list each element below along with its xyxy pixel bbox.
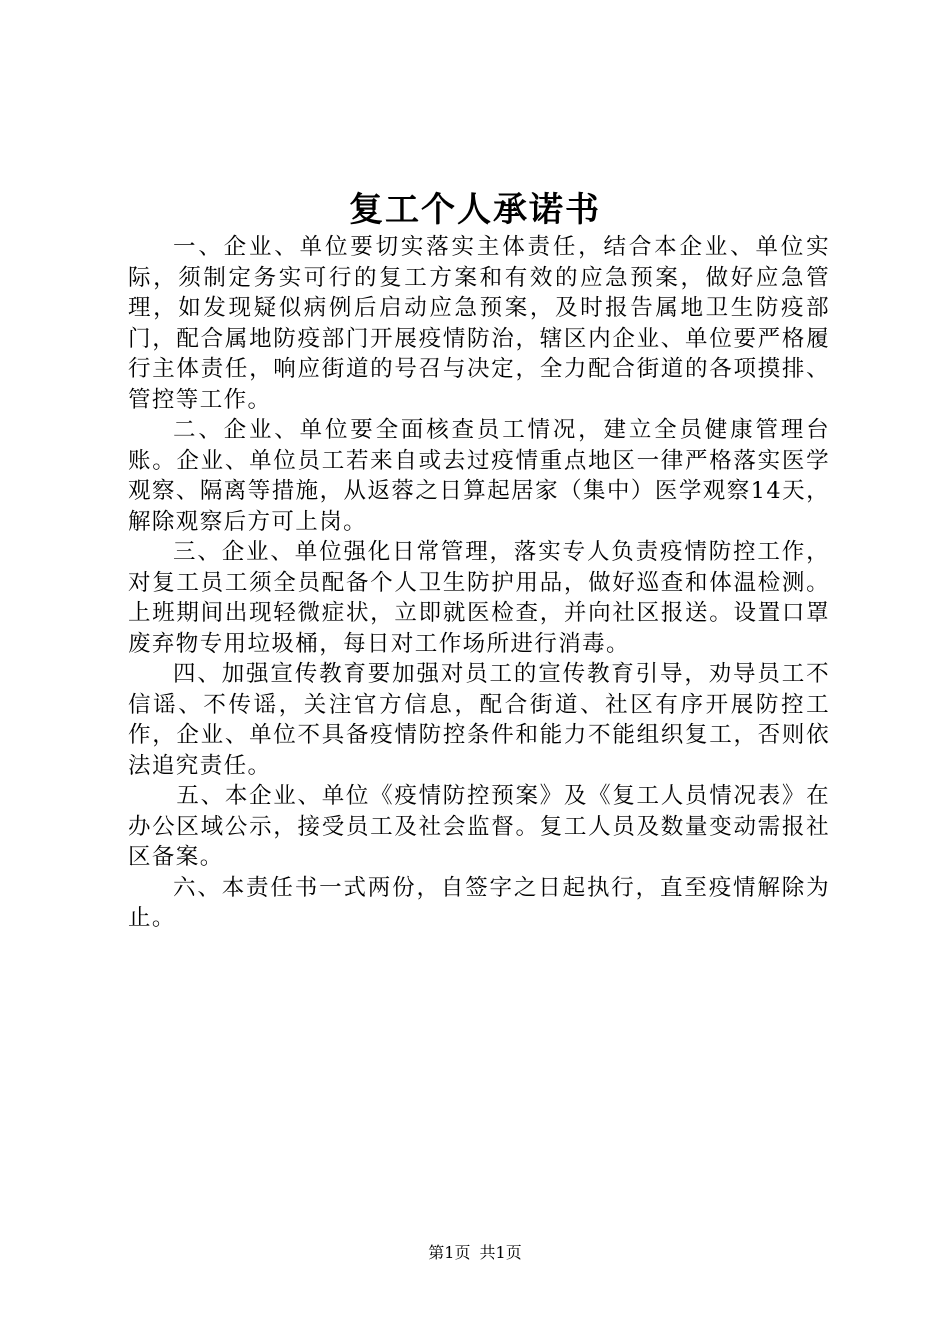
page-number-total: 共1页 xyxy=(479,1243,522,1262)
document-title: 复工个人承诺书 xyxy=(349,190,601,230)
paragraph-3: 三、企业、单位强化日常管理，落实专人负责疫情防控工作，对复工员工须全员配备个人卫生防护用品，做好巡查和体温检测。上班期间出现轻微症状，立即就医检查，并向社区报送。设置口罩废弃物专用垃圾桶，每日对工作场所进行消毒。 xyxy=(128,539,830,657)
paragraph-4: 四、加强宣传教育要加强对员工的宣传教育引导，劝导员工不信谣、不传谣，关注官方信息，配合街道、社区有序开展防控工作，企业、单位不具备疫情防控条件和能力不能组织复工，否则依法追究责任。 xyxy=(128,661,830,779)
paragraph-5: 五、本企业、单位《疫情防控预案》及《复工人员情况表》在办公区域公示，接受员工及社会监督。复工人员及数量变动需报社区备案。 xyxy=(128,783,830,870)
paragraph-1: 一、企业、单位要切实落实主体责任，结合本企业、单位实际，须制定务实可行的复工方案和有效的应急预案，做好应急管理，如发现疑似病例后启动应急预案，及时报告属地卫生防疫部门，配合属地防疫部门开展疫情防治，辖区内企业、单位要严格履行主体责任，响应街道的号召与决定，全力配合街道的各项摸排、管控等工作。 xyxy=(128,234,830,413)
page-number-current: 第1页 xyxy=(428,1243,471,1262)
document-body xyxy=(128,232,830,934)
page-footer xyxy=(0,1242,950,1264)
paragraph-6: 六、本责任书一式两份，自签字之日起执行，直至疫情解除为止。 xyxy=(128,874,830,931)
paragraph-2: 二、企业、单位要全面核查员工情况，建立全员健康管理台账。企业、单位员工若来自或去过疫情重点地区一律严格落实医学观察、隔离等措施，从返蓉之日算起居家（集中）医学观察14天，解除观察后方可上岗。 xyxy=(128,417,830,535)
